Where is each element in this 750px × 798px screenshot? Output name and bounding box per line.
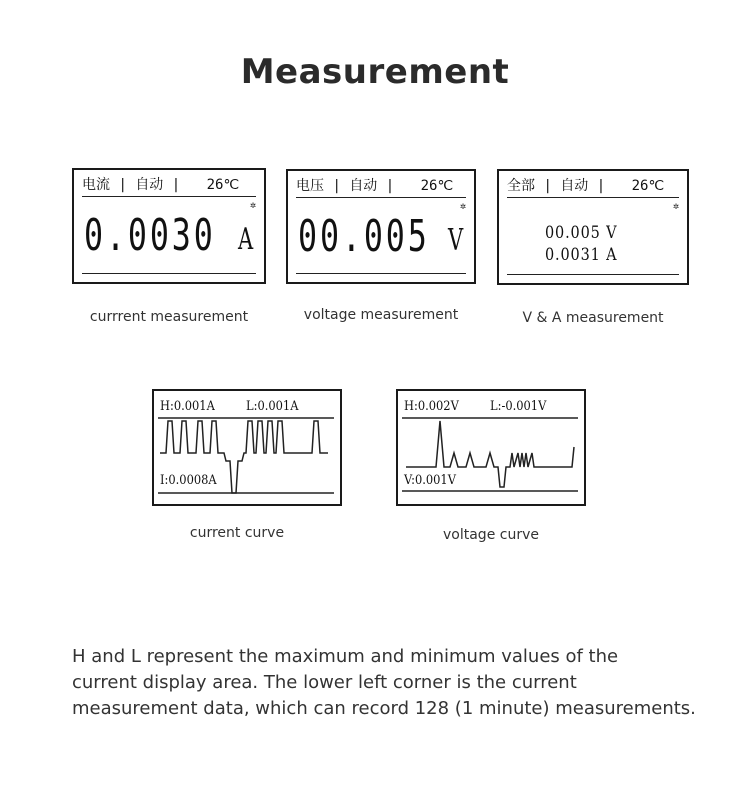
sun-icon: ✲ [459, 201, 466, 212]
current-curve-graph [152, 389, 342, 506]
display-header [507, 175, 679, 198]
description-line: current display area. The lower left corner is the current [72, 672, 577, 693]
current-curve-display [152, 389, 342, 506]
voltage-curve-graph [396, 389, 586, 506]
current-measurement-caption: currrent measurement [89, 309, 249, 325]
sun-icon: ✲ [672, 201, 679, 212]
mode-label: 电压 [296, 178, 324, 194]
separator: | [332, 178, 341, 194]
curve-voltage-reading: V:0.001V [404, 473, 456, 488]
voltage-unit: V [448, 223, 464, 258]
current-unit: A [238, 222, 254, 257]
description-line: measurement data, which can record 128 (1 minute) measurements. [72, 698, 696, 719]
voltage-value: 00.005 [298, 211, 430, 262]
display-header [296, 175, 466, 198]
sun-icon: ✲ [249, 200, 256, 211]
voltage-curve-caption: voltage curve [443, 527, 539, 543]
curve-high-label: H:0.001A [160, 399, 215, 414]
curve-low-label: L:0.001A [246, 399, 299, 414]
curve-high-label: H:0.002V [404, 399, 459, 414]
separator: | [543, 178, 552, 194]
curve-current-reading: I:0.0008A [160, 473, 217, 488]
description-text [72, 644, 722, 722]
temperature-label: 26℃ [420, 178, 454, 194]
current-curve-caption: current curve [189, 525, 285, 541]
display-baseline [82, 273, 256, 274]
auto-label: 自动 [349, 178, 378, 194]
voltage-curve-display [396, 389, 586, 506]
display-baseline [296, 273, 466, 274]
temperature-label: 26℃ [631, 178, 665, 194]
page-title: Measurement [240, 52, 510, 92]
description-line: H and L represent the maximum and minimum values of the [72, 646, 619, 667]
va-measurement-display [497, 169, 689, 285]
voltage-measurement-caption: voltage measurement [303, 307, 459, 323]
mode-label: 电流 [82, 177, 110, 193]
mode-label: 全部 [507, 178, 535, 194]
display-baseline [507, 274, 679, 275]
temperature-label: 26℃ [206, 177, 240, 193]
current-measurement-display [72, 168, 266, 284]
separator: | [171, 177, 181, 193]
auto-label: 自动 [135, 177, 164, 193]
separator: | [385, 178, 395, 194]
auto-label: 自动 [560, 178, 589, 194]
current-value: 0.0030 [84, 210, 216, 261]
voltage-reading: 00.005 V [545, 223, 618, 243]
va-measurement-caption: V & A measurement [522, 310, 664, 326]
curve-low-label: L:-0.001V [490, 399, 547, 414]
voltage-measurement-display [286, 169, 476, 284]
separator: | [596, 178, 606, 194]
separator: | [118, 177, 127, 193]
display-header [82, 174, 256, 197]
current-reading: 0.0031 A [545, 245, 618, 265]
